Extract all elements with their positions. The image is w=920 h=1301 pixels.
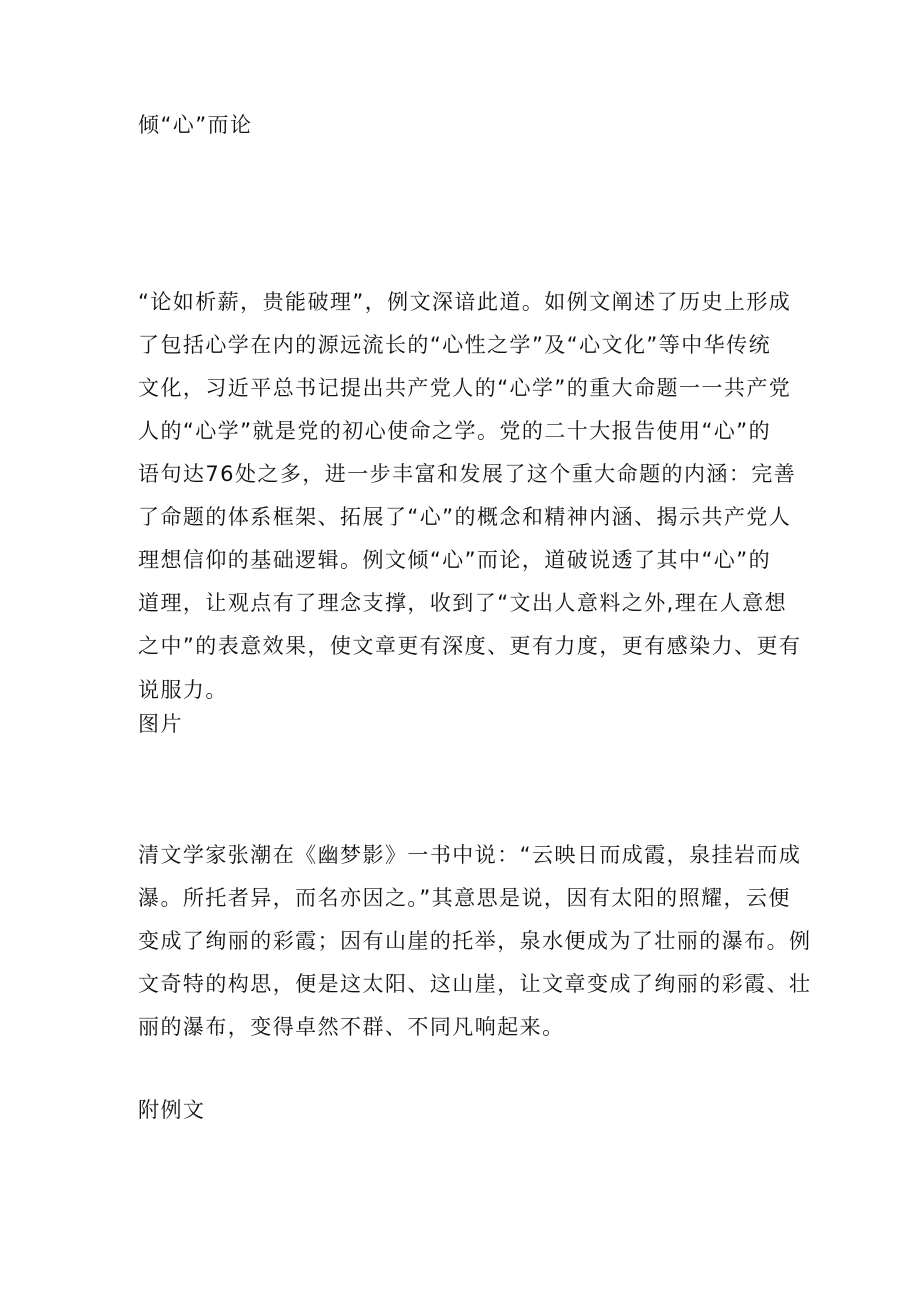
text-line: 理想信仰的基础逻辑。例文倾“心”而论，道破说透了其中“心”的 bbox=[138, 548, 772, 572]
image-label: 图片 bbox=[138, 712, 183, 736]
text-line: 了包括心学在内的源远流长的“心性之学”及“心文化”等中华传统 bbox=[138, 333, 772, 357]
text-line: “论如析薪，贵能破理”，例文深谙此道。如例文阐述了历史上形成 bbox=[138, 290, 792, 314]
appendix-label: 附例文 bbox=[138, 1098, 206, 1122]
text-line: 清文学家张潮在《幽梦影》一书中说：“云映日而成霞，泉挂岩而成 bbox=[138, 843, 802, 867]
document-title: 倾“心”而论 bbox=[138, 113, 253, 137]
text-line: 瀑。所托者异，而名亦因之。”其意思是说，因有太阳的照耀，云便 bbox=[138, 886, 791, 910]
text-line: 丽的瀑布，变得卓然不群、不同凡响起来。 bbox=[138, 1015, 565, 1039]
text-line: 语句达76处之多，进一步丰富和发展了这个重大命题的内涵：完善 bbox=[138, 462, 797, 486]
text-line: 了命题的体系框架、拓展了“心”的概念和精神内涵、揭示共产党人 bbox=[138, 505, 792, 529]
text-line: 人的“心学”就是党的初心使命之学。党的二十大报告使用“心”的 bbox=[138, 419, 772, 443]
text-line: 道理，让观点有了理念支撑，收到了“文出人意料之外,理在人意想 bbox=[138, 591, 788, 615]
text-line: 之中”的表意效果，使文章更有深度、更有力度，更有感染力、更有 bbox=[138, 634, 802, 658]
text-line: 说服力。 bbox=[138, 678, 228, 702]
text-line: 文奇特的构思，便是这太阳、这山崖，让文章变成了绚丽的彩霞、壮 bbox=[138, 972, 812, 996]
text-line: 变成了绚丽的彩霞；因有山崖的托举，泉水便成为了壮丽的瀑布。例 bbox=[138, 929, 812, 953]
text-line: 文化，习近平总书记提出共产党人的“心学”的重大命题一一共产党 bbox=[138, 376, 792, 400]
